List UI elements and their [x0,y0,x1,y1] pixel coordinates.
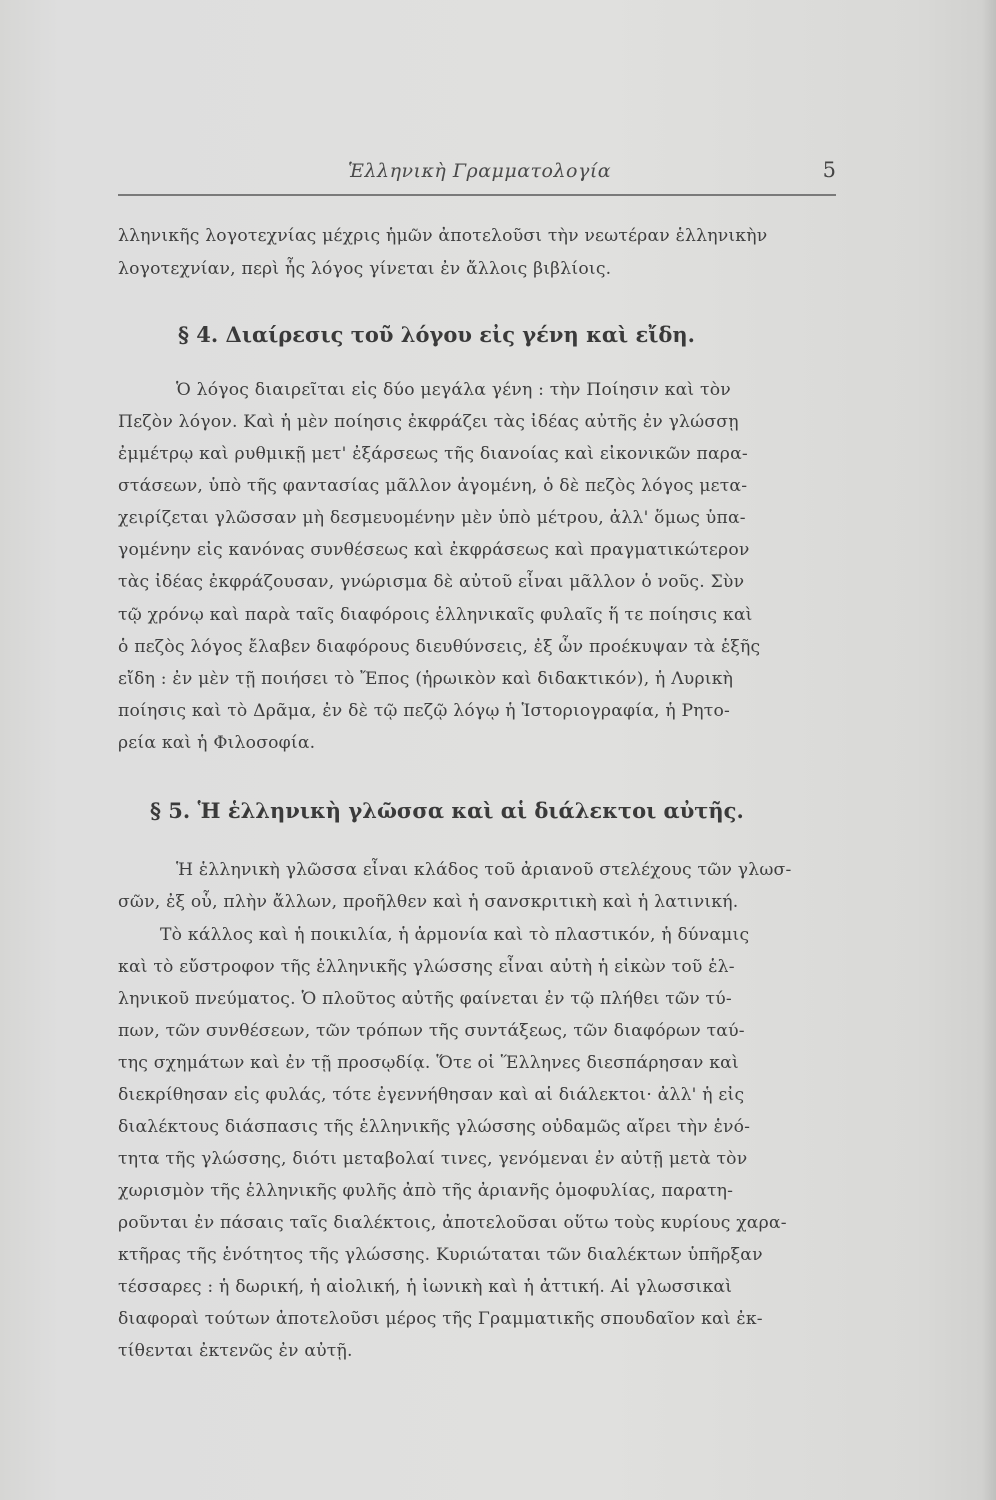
text-line: Ὁ λόγος διαιρεῖται εἰς δύο μεγάλα γένη : τὴν Ποίησιν καὶ τὸν [176,380,731,400]
text-line: γομένην εἰς κανόνας συνθέσεως καὶ ἐκφράσεως καὶ πραγματικώτερον [118,540,750,560]
text-line: ποίησις καὶ τὸ Δρᾶμα, ἐν δὲ τῷ πεζῷ λόγῳ ἡ Ἱστοριογραφία, ἡ Ρητο- [118,701,731,721]
section-4-heading: § 4. Διαίρεσις τοῦ λόγου εἰς γένη καὶ εἴδη. [178,322,695,347]
header-rule [118,194,836,196]
text-line: τέσσαρες : ἡ δωρική, ἡ αἰολική, ἡ ἰωνικὴ καὶ ἡ ἀττική. Αἱ γλωσσικαὶ [118,1277,733,1297]
text-line: ληνικοῦ πνεύματος. Ὁ πλοῦτος αὐτῆς φαίνεται ἐν τῷ πλήθει τῶν τύ- [118,989,732,1009]
section-5-heading: § 5. Ἡ ἑλληνικὴ γλῶσσα καὶ αἱ διάλεκτοι αὐτῆς. [150,798,744,823]
text-line: τίθενται ἐκτενῶς ἐν αὐτῇ. [118,1341,353,1361]
text-line: ὁ πεζὸς λόγος ἔλαβεν διαφόρους διευθύνσεις, ἐξ ὧν προέκυψαν τὰ ἑξῆς [118,637,761,657]
text-line: χωρισμὸν τῆς ἑλληνικῆς φυλῆς ἀπὸ τῆς ἀριανῆς ὁμοφυλίας, παρατη- [118,1181,734,1201]
text-line: λληνικῆς λογοτεχνίας μέχρις ἡμῶν ἀποτελοῦσι τὴν νεωτέραν ἑλληνικὴν [118,226,768,246]
text-line: ροῦνται ἐν πάσαις ταῖς διαλέκτοις, ἀποτελοῦσαι οὕτω τοὺς κυρίους χαρα- [118,1213,787,1233]
text-line: καὶ τὸ εὔστροφον τῆς ἑλληνικῆς γλώσσης εἶναι αὐτὴ ἡ εἰκὼν τοῦ ἑλ- [118,957,735,977]
page-header [118,160,836,188]
text-line: χειρίζεται γλῶσσαν μὴ δεσμευομένην μὲν ὑπὸ μέτρου, ἀλλ' ὅμως ὑπα- [118,508,746,528]
text-line: σῶν, ἐξ οὗ, πλὴν ἄλλων, προῆλθεν καὶ ἡ σανσκριτικὴ καὶ ἡ λατινική. [118,892,739,912]
text-line: τὰς ἰδέας ἐκφράζουσαν, γνώρισμα δὲ αὐτοῦ εἶναι μᾶλλον ὁ νοῦς. Σὺν [118,572,745,592]
page-number: 5 [822,158,836,182]
text-line: εἴδη : ἐν μὲν τῇ ποιήσει τὸ Ἔπος (ἡρωικὸν καὶ διδακτικόν), ἡ Λυρικὴ [118,669,734,689]
text-line: κτῆρας τῆς ἑνότητος τῆς γλώσσης. Κυριώταται τῶν διαλέκτων ὑπῆρξαν [118,1245,763,1265]
text-line: ἐμμέτρῳ καὶ ρυθμικῇ μετ' ἐξάρσεως τῆς διανοίας καὶ εἰκονικῶν παρα- [118,444,748,464]
text-line: διαφοραὶ τούτων ἀποτελοῦσι μέρος τῆς Γραμματικῆς σπουδαῖον καὶ ἐκ- [118,1309,763,1329]
text-line: πων, τῶν συνθέσεων, τῶν τρόπων τῆς συντάξεως, τῶν διαφόρων ταύ- [118,1021,745,1041]
running-title: Ἑλληνικὴ Γραμματολογία [348,160,612,182]
text-line: λογοτεχνίαν, περὶ ἧς λόγος γίνεται ἐν ἄλλοις βιβλίοις. [118,259,612,279]
text-line: τῷ χρόνῳ καὶ παρὰ ταῖς διαφόροις ἑλληνικαῖς φυλαῖς ἥ τε ποίησις καὶ [118,605,753,625]
text-line: της σχημάτων καὶ ἐν τῇ προσῳδίᾳ. Ὅτε οἱ Ἕλληνες διεσπάρησαν καὶ [118,1053,739,1073]
text-line: Ἡ ἑλληνικὴ γλῶσσα εἶναι κλάδος τοῦ ἀριανοῦ στελέχους τῶν γλωσ- [176,860,792,880]
text-line: τητα τῆς γλώσσης, διότι μεταβολαί τινες, γενόμεναι ἐν αὐτῇ μετὰ τὸν [118,1149,748,1169]
text-line: Πεζὸν λόγον. Καὶ ἡ μὲν ποίησις ἐκφράζει τὰς ἰδέας αὐτῆς ἐν γλώσσῃ [118,412,739,432]
text-line: στάσεων, ὑπὸ τῆς φαντασίας μᾶλλον ἀγομένη, ὁ δὲ πεζὸς λόγος μετα- [118,476,748,496]
text-line: διαλέκτους διάσπασις τῆς ἑλληνικῆς γλώσσης οὐδαμῶς αἴρει τὴν ἑνό- [118,1117,751,1137]
text-line: διεκρίθησαν εἰς φυλάς, τότε ἐγεννήθησαν καὶ αἱ διάλεκτοι· ἀλλ' ἡ εἰς [118,1085,745,1105]
text-line: ρεία καὶ ἡ Φιλοσοφία. [118,733,316,753]
page-edge-shadow [982,0,996,1500]
text-line: Τὸ κάλλος καὶ ἡ ποικιλία, ἡ ἁρμονία καὶ τὸ πλαστικόν, ἡ δύναμις [160,925,750,945]
